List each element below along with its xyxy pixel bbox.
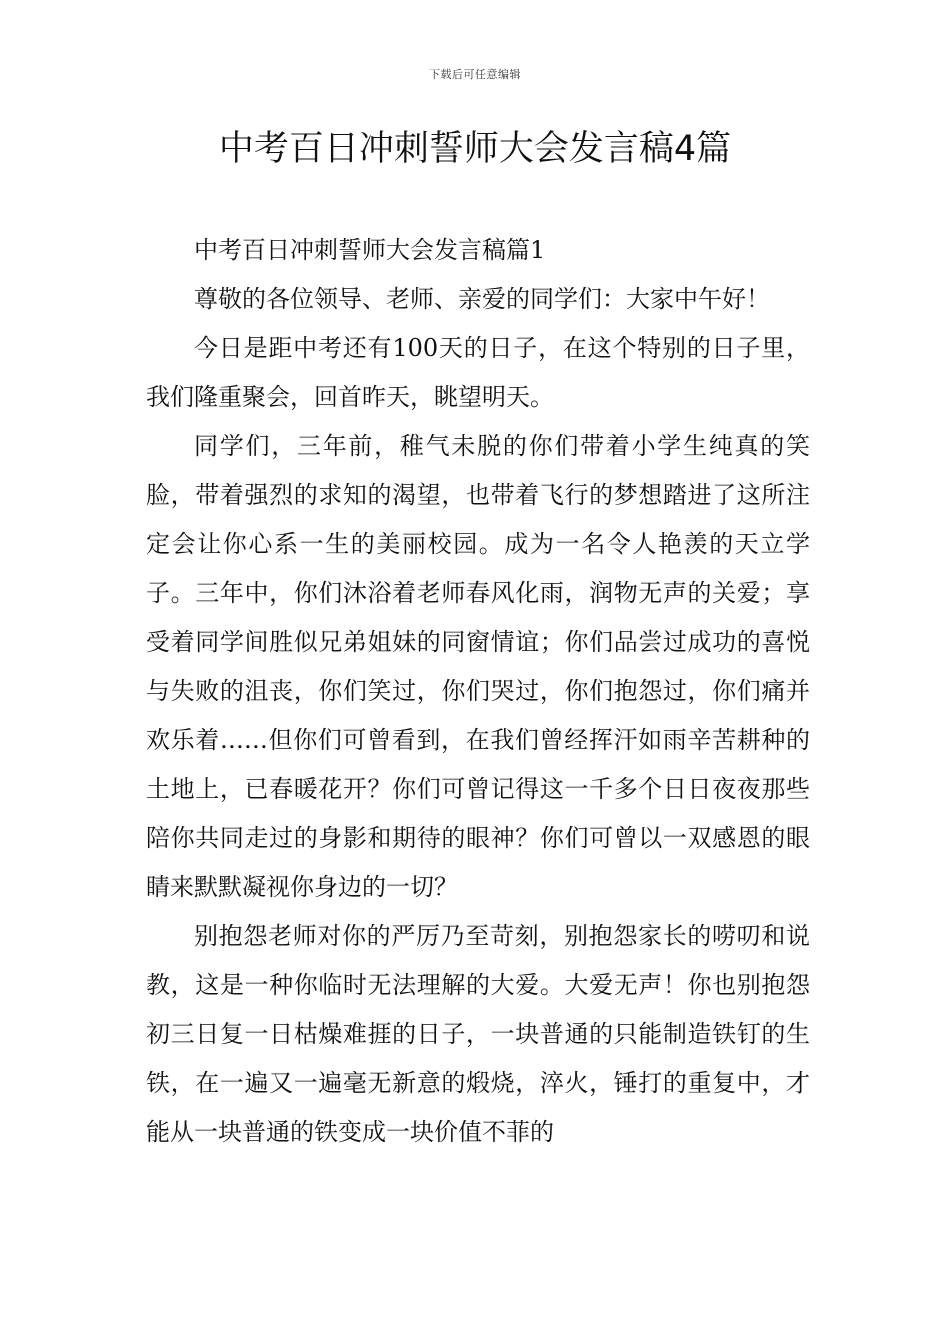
paragraph-body: 别抱怨老师对你的严厉乃至苛刻，别抱怨家长的唠叨和说教，这是一种你临时无法理解的大爱。大爱无声！你也别抱怨初三日复一日枯燥难捱的日子，一块普通的只能制造铁钉的生铁，在一遍又一遍毫无新意的煅烧，淬火，锤打的重复中，才能从一块普通的铁变成一块价值不菲的 — [146, 922, 810, 1146]
document-body — [146, 226, 810, 1157]
paragraph-greeting: 尊敬的各位领导、老师、亲爱的同学们：大家中午好！ — [194, 285, 770, 313]
paragraph-section-heading: 中考百日冲刺誓师大会发言稿篇1 — [194, 236, 546, 264]
paragraph-intro: 今日是距中考还有100天的日子，在这个特别的日子里，我们隆重聚会，回首昨天，眺望明天。 — [146, 334, 810, 411]
paragraph-body: 同学们，三年前，稚气未脱的你们带着小学生纯真的笑脸，带着强烈的求知的渴望，也带着飞行的梦想踏进了这所注定会让你心系一生的美丽校园。成为一名令人艳羡的天立学子。三年中，你们沐浴着老师春风化雨，润物无声的关爱；享受着同学间胜似兄弟姐妹的同窗情谊；你们品尝过成功的喜悦与失败的沮丧，你们笑过，你们哭过，你们抱怨过，你们痛并欢乐着……但你们可曾看到，在我们曾经挥汗如雨辛苦耕种的土地上，已春暖花开？你们可曾记得这一千多个日日夜夜那些陪你共同走过的身影和期待的眼神？你们可曾以一双感恩的眼睛来默默凝视你身边的一切？ — [146, 432, 810, 901]
page-header-note: 下载后可任意编辑 — [429, 68, 521, 81]
document-title: 中考百日冲刺誓师大会发言稿4篇 — [218, 129, 732, 169]
